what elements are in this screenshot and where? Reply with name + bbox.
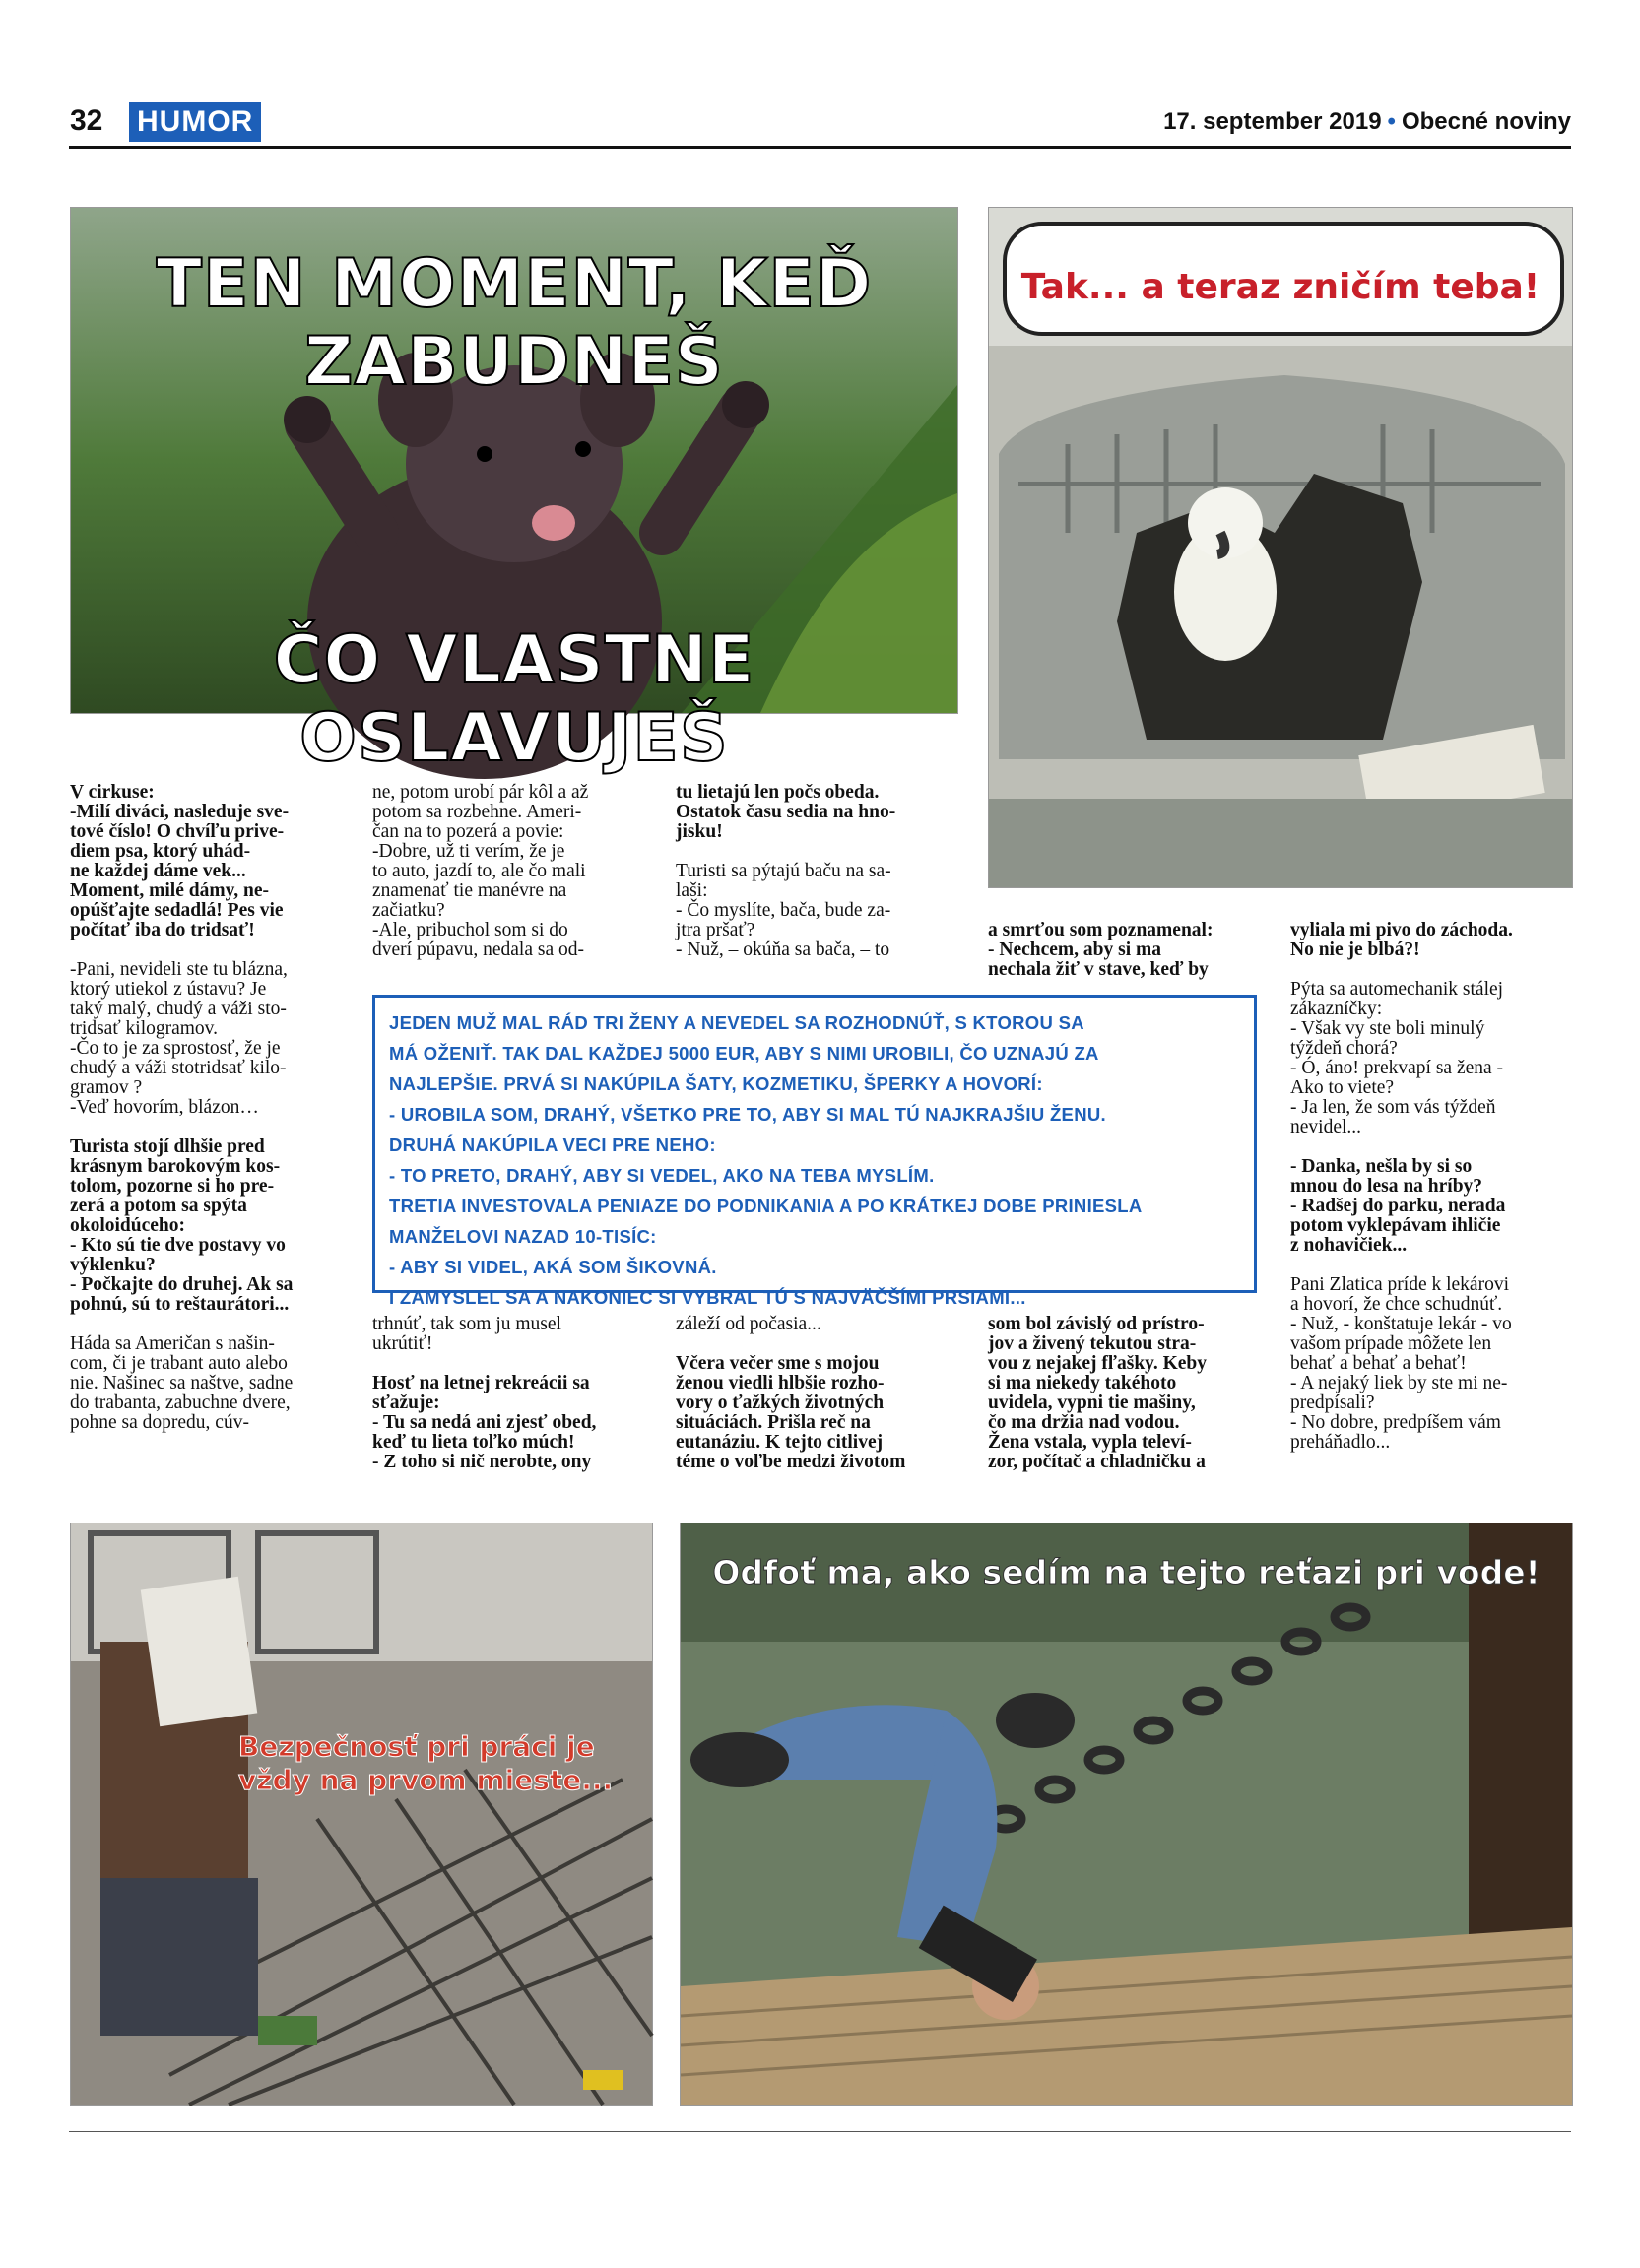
text-line: diem psa, ktorý uhád- [70, 841, 251, 862]
text-line: tridsať kilogramov. [70, 1018, 219, 1039]
column-4-top [988, 921, 1264, 980]
text-line: - Radšej do parku, nerada [1290, 1196, 1506, 1216]
text-line: - No dobre, predpíšem vám [1290, 1412, 1501, 1433]
footer-rule [69, 2131, 1571, 2132]
joke-line: - UROBILA SOM, DRAHÝ, VŠETKO PRE TO, ABY SI MAL TÚ NAJKRAJŠIU ŽENU. [389, 1104, 1106, 1125]
joke-line: JEDEN MUŽ MAL RÁD TRI ŽENY A NEVEDEL SA ROZHODNÚŤ, S KTOROU SA [389, 1012, 1084, 1033]
text-line: - Počkajte do druhej. Ak sa [70, 1274, 294, 1295]
parrot-meme [988, 207, 1573, 888]
text-line: z nohavičiek... [1290, 1235, 1408, 1256]
text-line: ukrútiť! [372, 1333, 433, 1354]
joke-line: I ZAMYSLEL SA A NAKONIEC SI VYBRAL TÚ S NAJVÄČŠÍMI PRSIAMI... [389, 1287, 1026, 1308]
text-line: jtra pršať? [676, 920, 755, 940]
text-line: - Nuž, - konštatuje lekár - vo [1290, 1314, 1512, 1334]
joke-line: NAJLEPŠIE. PRVÁ SI NAKÚPILA ŠATY, KOZMETIKU, ŠPERKY A HOVORÍ: [389, 1073, 1043, 1094]
text-line: Pani Zlatica príde k lekárovi [1290, 1274, 1510, 1295]
possum-bottom-caption: ČO VLASTNE OSLAVUJEŠ [273, 621, 755, 777]
text-line: ženou viedli hlbšie rozho- [676, 1373, 885, 1393]
text-line: keď tu lieta toľko múch! [372, 1432, 575, 1453]
issue-date: 17. september 2019 [1163, 108, 1382, 135]
text-line: do trabanta, zabuchne dvere, [70, 1393, 291, 1413]
text-line: -Veď hovorím, blázon… [70, 1097, 259, 1118]
text-line: No nie je blbá?! [1290, 940, 1420, 960]
text-line: výklenku? [70, 1255, 156, 1275]
text-line: - Však vy ste boli minulý [1290, 1018, 1485, 1039]
text-line: pohne sa dopredu, cúv- [70, 1412, 249, 1433]
text-line: pohnú, sú to reštaurátori... [70, 1294, 290, 1315]
text-line: to auto, jazdí to, ale čo mali [372, 861, 586, 881]
possum-top-caption: TEN MOMENT, KEĎ ZABUDNEŠ [156, 245, 873, 401]
column-2-top [372, 783, 653, 960]
text-line: - Kto sú tie dve postavy vo [70, 1235, 286, 1256]
text-line: Turisti sa pýtajú baču na sa- [676, 861, 891, 881]
text-line: Žena vstala, vypla televí- [988, 1432, 1192, 1453]
text-line: laši: [676, 880, 708, 901]
text-line: - Z toho si nič nerobte, ony [372, 1452, 592, 1472]
section-label: HUMOR [137, 105, 254, 138]
text-line: predpísali? [1290, 1393, 1375, 1413]
header-rule [69, 146, 1571, 149]
text-line: záleží od počasia... [676, 1314, 821, 1334]
text-line: ktorý utiekol z ústavu? Je [70, 979, 267, 1000]
text-line: - A nejaký liek by ste mi ne- [1290, 1373, 1508, 1393]
text-line: nevidel... [1290, 1117, 1362, 1137]
text-line: počítať iba do tridsať! [70, 920, 255, 940]
text-line: Hosť na letnej rekreácii sa [372, 1373, 590, 1393]
joke-line: - TO PRETO, DRAHÝ, ABY SI VEDEL, AKO NA TEBA MYSLÍM. [389, 1165, 935, 1186]
parrot-caption: Tak... a teraz zničím teba! [1020, 267, 1541, 307]
text-line: -Dobre, už ti verím, že je [372, 841, 565, 862]
text-line: mnou do lesa na hríby? [1290, 1176, 1483, 1197]
text-line: - Danka, nešla by si so [1290, 1156, 1473, 1177]
text-line: -Pani, nevideli ste tu blázna, [70, 959, 288, 980]
text-line: - Tu sa nedá ani zjesť obed, [372, 1412, 597, 1433]
text-line: - Nuž, – okúňa sa bača, – to [676, 940, 890, 960]
text-line: zerá a potom sa spýta [70, 1196, 247, 1216]
text-line: V cirkuse: [70, 782, 155, 803]
possum-meme [70, 207, 958, 777]
text-line: taký malý, chudý a váži sto- [70, 999, 287, 1019]
text-line: krásnym barokovým kos- [70, 1156, 281, 1177]
text-line: téme o voľbe medzi životom [676, 1452, 906, 1472]
text-line: ne, potom urobí pár kôl a až [372, 782, 589, 803]
joke-line: MÁ OŽENIŤ. TAK DAL KAŽDEJ 5000 EUR, ABY S NIMI UROBILI, ČO UZNAJÚ ZA [389, 1043, 1099, 1064]
text-line: jisku! [676, 821, 723, 842]
text-line: Turista stojí dlhšie pred [70, 1136, 265, 1157]
text-line: tu lietajú len počs obeda. [676, 782, 880, 803]
text-line: ne každej dáme vek... [70, 861, 246, 881]
page-number: 32 [70, 104, 103, 137]
text-line: týždeň chorá? [1290, 1038, 1398, 1059]
text-line: chudý a váži stotridsať kilo- [70, 1058, 287, 1078]
text-line: - Ja len, že som vás týždeň [1290, 1097, 1496, 1118]
text-line: Včera večer sme s mojou [676, 1353, 880, 1374]
chain-meme [680, 1523, 1573, 2106]
text-line: situáciách. Prišla reč na [676, 1412, 871, 1433]
text-line: jov a živený tekutou stra- [988, 1333, 1197, 1354]
text-line: Ako to viete? [1290, 1077, 1395, 1098]
text-line: potom sa rozbehne. Ameri- [372, 802, 582, 822]
column-3-top [676, 783, 956, 960]
text-line: začiatku? [372, 900, 445, 921]
text-line: -Čo to je za sprostosť, že je [70, 1038, 281, 1059]
column-1 [70, 783, 351, 1433]
text-line: sťažuje: [372, 1393, 440, 1413]
text-line: znamenať tie manévre na [372, 880, 567, 901]
featured-joke-box [372, 995, 1257, 1308]
text-line: okoloidúceho: [70, 1215, 186, 1236]
issue-line [1163, 108, 1571, 136]
text-line: čan na to pozerá a povie: [372, 821, 564, 842]
text-line: - Čo myslíte, bača, bude za- [676, 900, 891, 921]
joke-line: TRETIA INVESTOVALA PENIAZE DO PODNIKANIA A PO KRÁTKEJ DOBE PRINIESLA [389, 1196, 1143, 1216]
text-line: Moment, milé dámy, ne- [70, 880, 270, 901]
text-line: dverí púpavu, nedala sa od- [372, 940, 584, 960]
chain-caption: Odfoť ma, ako sedím na tejto reťazi pri vode! [712, 1553, 1541, 1591]
text-line: gramov ? [70, 1077, 143, 1098]
text-line: Háda sa Američan s našin- [70, 1333, 275, 1354]
column-5 [1290, 921, 1571, 1453]
text-line: vou z nejakej fľašky. Keby [988, 1353, 1208, 1374]
welder-caption: Bezpečnosť pri práci je vždy na prvom mieste... [238, 1730, 614, 1796]
joke-line: - ABY SI VIDEL, AKÁ SOM ŠIKOVNÁ. [389, 1257, 717, 1277]
text-line: a hovorí, že chce schudnúť. [1290, 1294, 1503, 1315]
text-line: -Ale, pribuchol som si do [372, 920, 568, 940]
text-line: behať a behať a behať! [1290, 1353, 1467, 1374]
text-line: Ostatok času sedia na hno- [676, 802, 896, 822]
text-line: nechala žiť v stave, keď by [988, 959, 1209, 980]
text-line: tové číslo! O chvíľu prive- [70, 821, 285, 842]
text-line: tolom, pozorne si ho pre- [70, 1176, 275, 1197]
column-3-bottom [676, 1315, 956, 1472]
text-line: opúšťajte sedadlá! Pes vie [70, 900, 284, 921]
text-line: vyliala mi pivo do záchoda. [1290, 920, 1513, 940]
text-line: nie. Našinec sa naštve, sadne [70, 1373, 294, 1393]
joke-line: DRUHÁ NAKÚPILA VECI PRE NEHO: [389, 1134, 716, 1155]
text-line: eutanáziu. K tejto citlivej [676, 1432, 884, 1453]
text-line: vašom prípade môžete len [1290, 1333, 1492, 1354]
publication-name: Obecné noviny [1401, 108, 1571, 135]
text-line: preháňadlo... [1290, 1432, 1391, 1453]
text-line: trhnúť, tak som ju musel [372, 1314, 561, 1334]
text-line: - Ó, áno! prekvapí sa žena - [1290, 1058, 1504, 1078]
text-line: -Milí diváci, nasleduje sve- [70, 802, 290, 822]
bullet-icon: • [1387, 108, 1396, 135]
text-line: a smrťou som poznamenal: [988, 920, 1214, 940]
text-line: si ma niekedy takéhoto [988, 1373, 1177, 1393]
text-line: Pýta sa automechanik stálej [1290, 979, 1504, 1000]
text-line: - Nechcem, aby si ma [988, 940, 1162, 960]
joke-line: MANŽELOVI NAZAD 10-TISÍC: [389, 1226, 657, 1247]
text-line: com, či je trabant auto alebo [70, 1353, 288, 1374]
text-line: potom vyklepávam ihličie [1290, 1215, 1501, 1236]
welder-meme [70, 1523, 653, 2106]
text-line: uvidela, vypni tie mašiny, [988, 1393, 1196, 1413]
column-2-bottom [372, 1315, 653, 1472]
section-tag [129, 102, 261, 142]
text-line: vory o ťažkých životných [676, 1393, 885, 1413]
text-line: čo ma držia nad vodou. [988, 1412, 1180, 1433]
text-line: som bol závislý od prístro- [988, 1314, 1205, 1334]
text-line: zákazníčky: [1290, 999, 1383, 1019]
text-line: zor, počítač a chladničku a [988, 1452, 1206, 1472]
column-4-bottom [988, 1315, 1264, 1472]
